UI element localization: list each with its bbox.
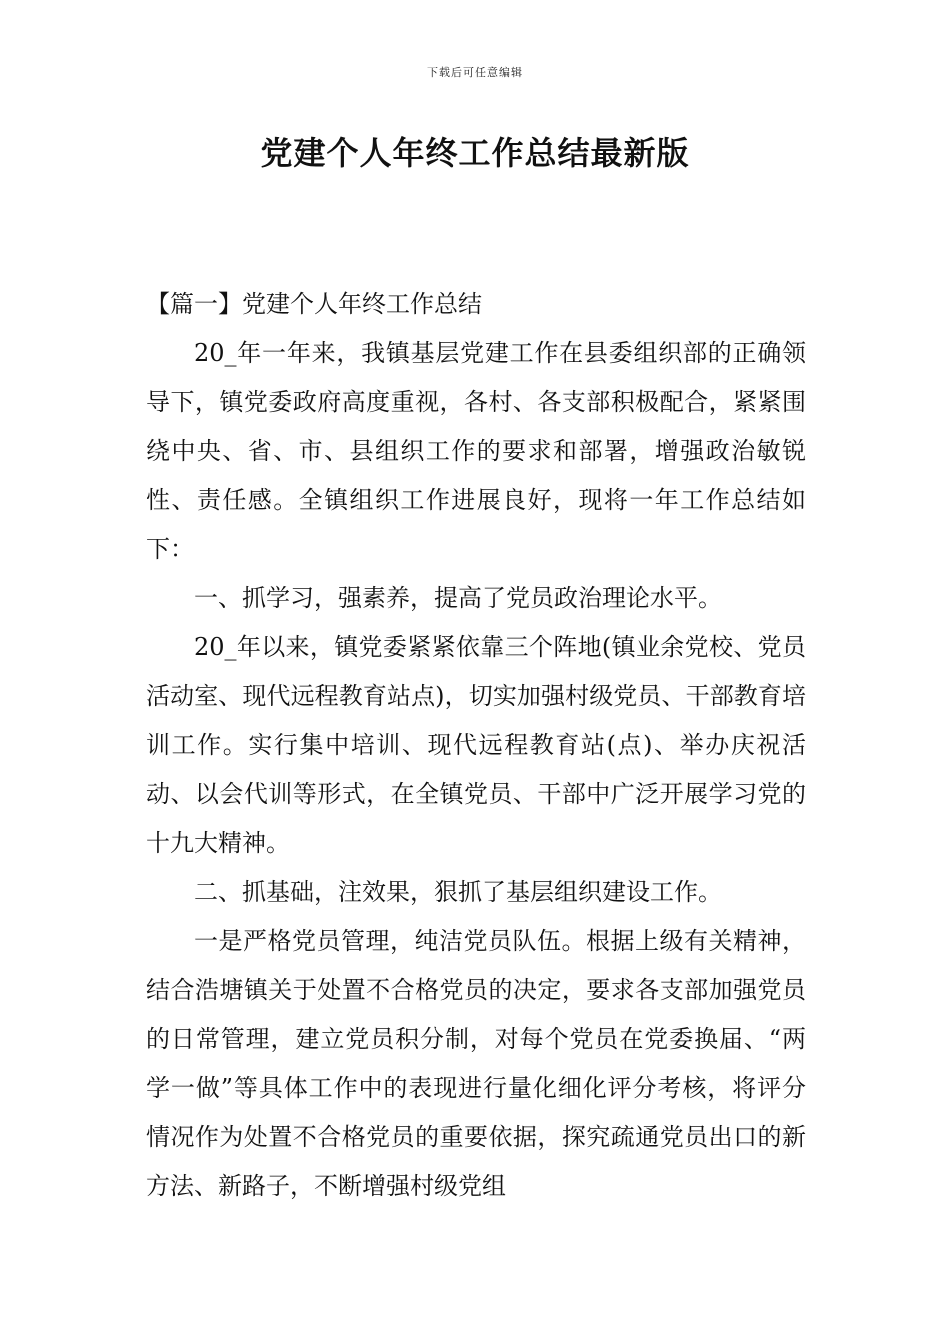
paragraph-study: 20_年以来，镇党委紧紧依靠三个阵地(镇业余党校、党员活动室、现代远程教育站点)，切实加强村级党员、干部教育培训工作。实行集中培训、现代远程教育站(点)、举办庆祝活动、以会代训等形式，在全镇党员、干部中广泛开展学习党的十九大精神。 xyxy=(146,633,806,857)
header-note: 下载后可任意编辑 xyxy=(427,66,523,79)
paragraph-member-management: 一是严格党员管理，纯洁党员队伍。根据上级有关精神，结合浩塘镇关于处置不合格党员的决定，要求各支部加强党员的日常管理，建立党员积分制，对每个党员在党委换届、“两学一做”等具体工作中的表现进行量化细化评分考核，将评分情况作为处置不合格党员的重要依据，探究疏通党员出口的新方法、新路子，不断增强村级党组 xyxy=(146,927,806,1200)
section-heading: 【篇一】党建个人年终工作总结 xyxy=(146,290,482,318)
paragraph-point-two: 二、抓基础，注效果，狠抓了基层组织建设工作。 xyxy=(194,878,722,906)
document-title: 党建个人年终工作总结最新版 xyxy=(260,134,690,172)
document-body xyxy=(146,280,806,1211)
paragraph-intro: 20_年一年来，我镇基层党建工作在县委组织部的正确领导下，镇党委政府高度重视，各村、各支部积极配合，紧紧围绕中央、省、市、县组织工作的要求和部署，增强政治敏锐性、责任感。全镇组织工作进展良好，现将一年工作总结如下： xyxy=(146,339,806,563)
paragraph-point-one: 一、抓学习，强素养，提高了党员政治理论水平。 xyxy=(194,584,722,612)
